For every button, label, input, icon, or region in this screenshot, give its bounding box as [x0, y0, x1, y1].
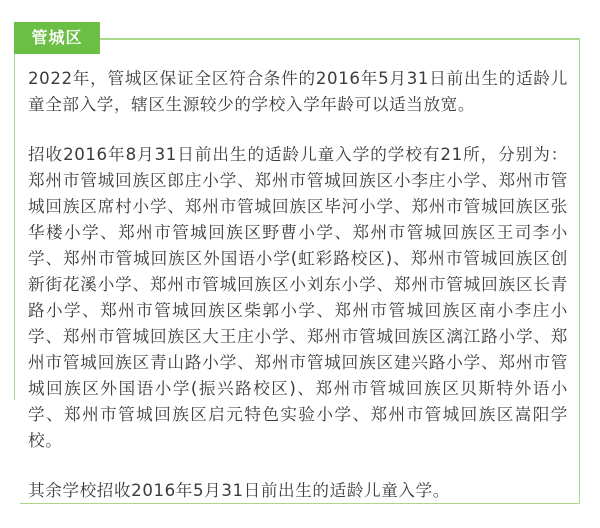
frame-gap: [8, 400, 20, 508]
closing-paragraph: 其余学校招收2016年5月31日前出生的适龄儿童入学。: [28, 481, 450, 500]
section-content: [28, 66, 568, 528]
intro-paragraph: 2022年，管城区保证全区符合条件的2016年5月31日前出生的适龄儿童全部入学，辖区生源较少的学校入学年龄可以适当放宽。: [28, 69, 568, 114]
section-tag: 管城区: [14, 22, 100, 54]
school-list-paragraph: 招收2016年8月31日前出生的适龄儿童入学的学校有21所，分别为：郑州市管城回族区郎庄小学、郑州市管城回族区小李庄小学、郑州市管城回族区席村小学、郑州市管城回族区毕河小学、郑州市管城回族区张华楼小学、郑州市管城回族区野曹小学、郑州市管城回族区王司李小学、郑州市管城回族区外国语小学(虹彩路校区)、郑州市管城回族区创新街花溪小学、郑州市管城回族区小刘东小学、郑州市管城回族区长青路小学、郑州市管城回族区柴郭小学、郑州市管城回族区南小李庄小学、郑州市管城回族区大王庄小学、郑州市管城回族区漓江路小学、郑州市管城回族区青山路小学、郑州市管城回族区建兴路小学、郑州市管城回族区外国语小学(振兴路校区)、郑州市管城回族区贝斯特外语小学、郑州市管城回族区启元特色实验小学、郑州市管城回族区嵩阳学校。: [28, 145, 568, 450]
